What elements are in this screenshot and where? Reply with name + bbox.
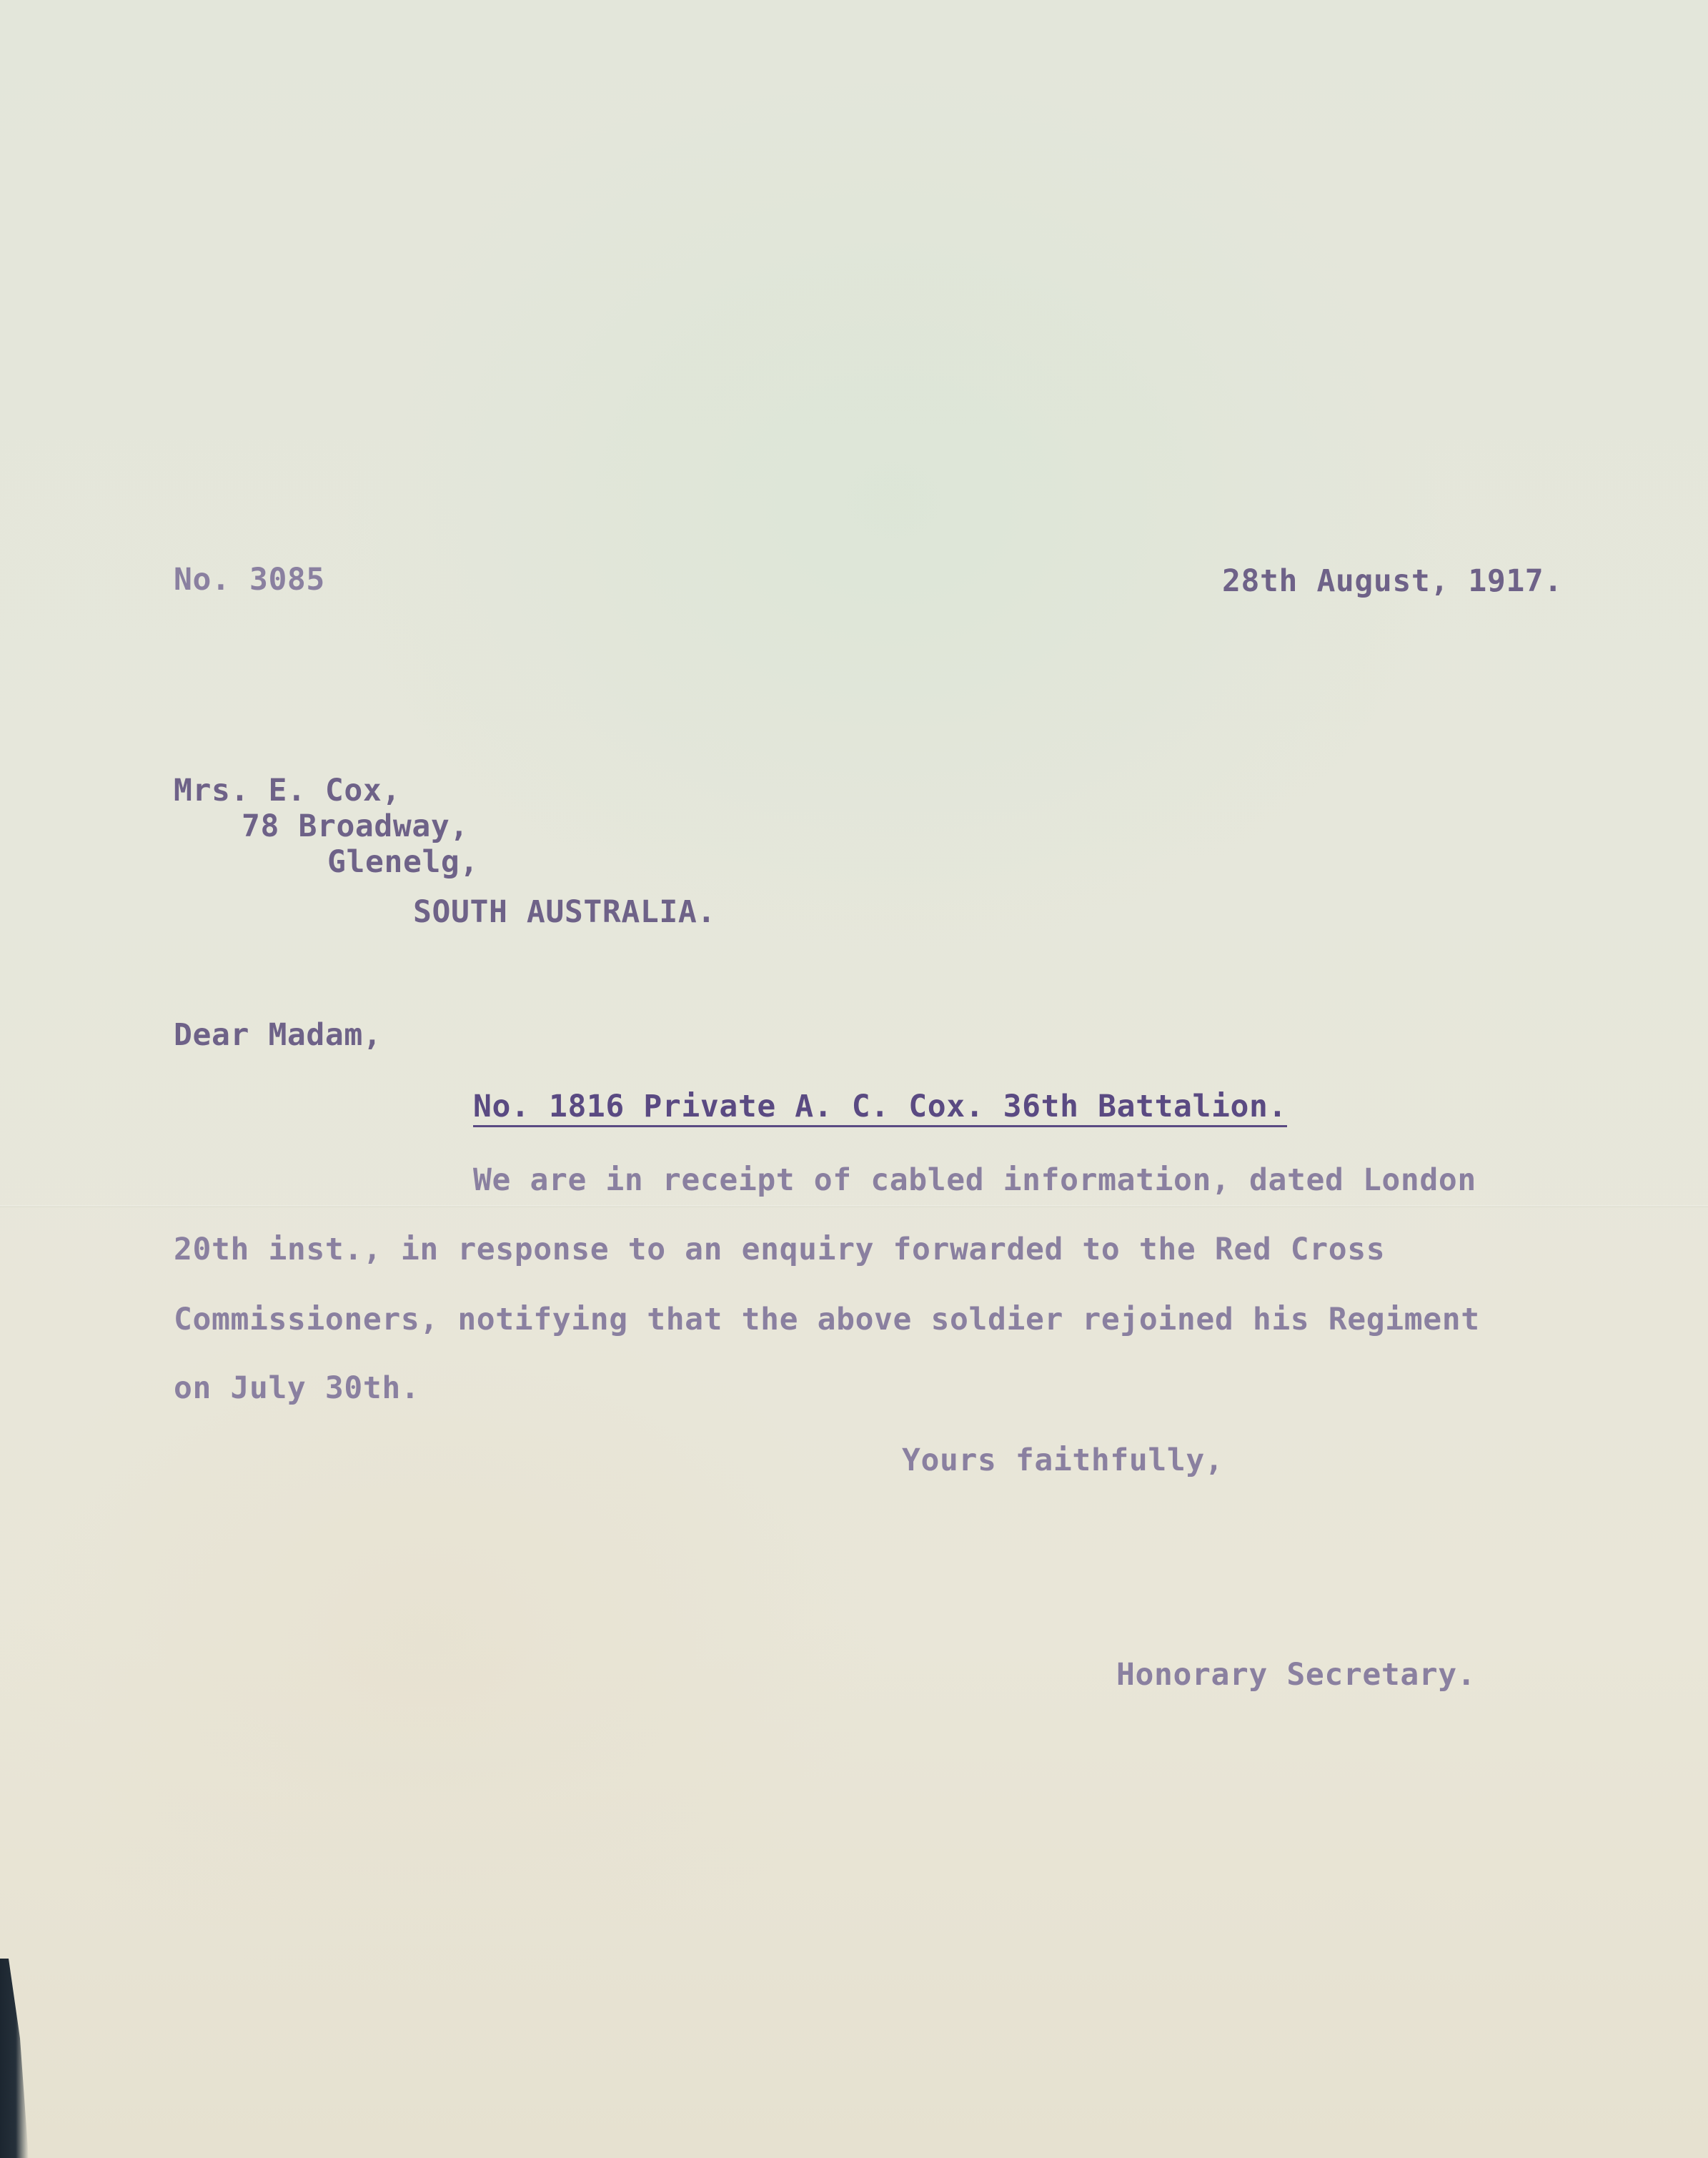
- salutation: Dear Madam,: [174, 1017, 382, 1053]
- signatory-title: Honorary Secretary.: [1116, 1657, 1476, 1693]
- address-town: Glenelg,: [327, 844, 479, 880]
- body-line: 20th inst., in response to an enquiry forwarded to the Red Cross: [174, 1232, 1386, 1267]
- body-line: on July 30th.: [174, 1370, 420, 1406]
- subject-line: No. 1816 Private A. C. Cox. 36th Battalion.: [473, 1092, 1287, 1127]
- reference-number: No. 3085: [174, 562, 325, 598]
- page-edge-shadow: [0, 1959, 29, 2158]
- body-line: We are in receipt of cabled information, dated London: [473, 1162, 1476, 1198]
- paper-fold: [0, 1205, 1708, 1207]
- closing: Yours faithfully,: [902, 1442, 1224, 1478]
- address-street: 78 Broadway,: [242, 808, 469, 844]
- address-state: SOUTH AUSTRALIA.: [413, 894, 716, 930]
- address-name: Mrs. E. Cox,: [174, 773, 401, 808]
- letter-date: 28th August, 1917.: [1222, 563, 1563, 599]
- body-line: Commissioners, notifying that the above soldier rejoined his Regiment: [174, 1302, 1480, 1337]
